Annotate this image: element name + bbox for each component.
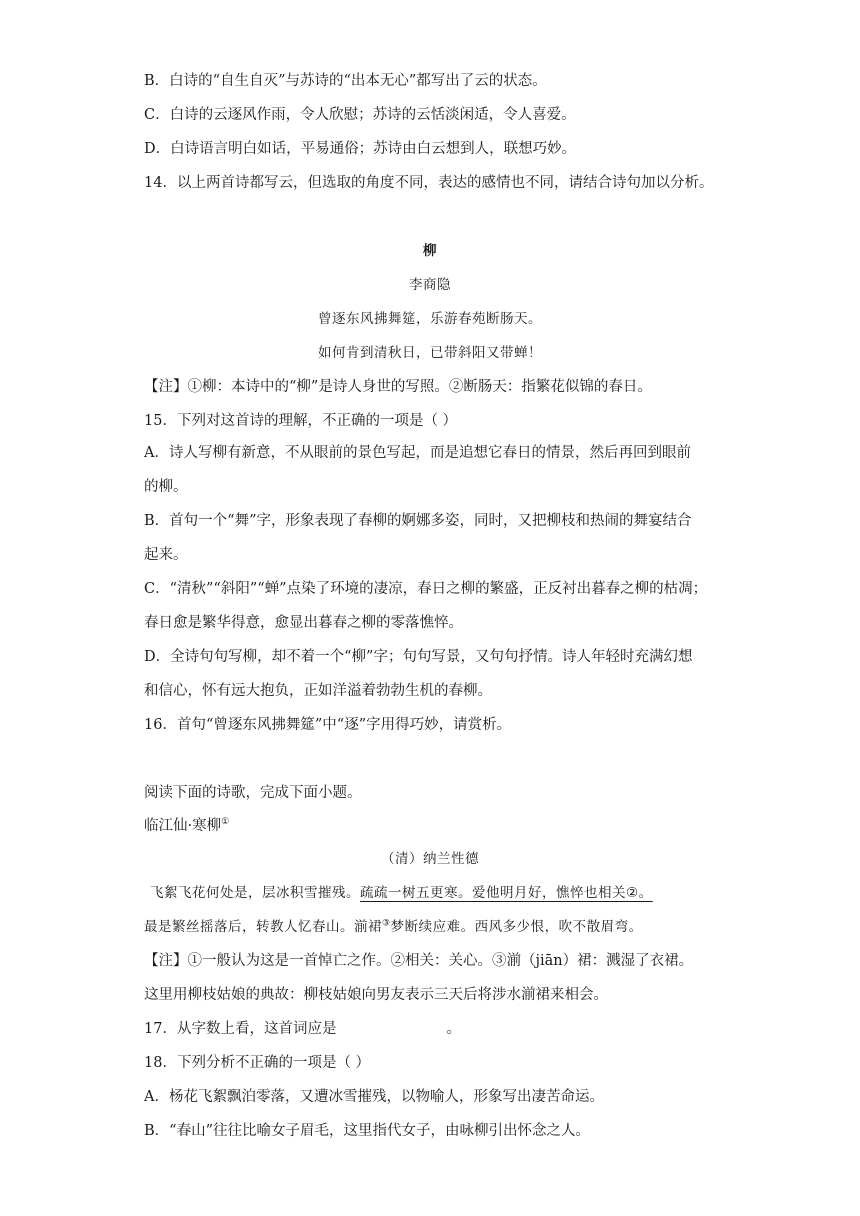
question-15: 15．下列对这首诗的理解，不正确的一项是（ ） — [144, 413, 458, 429]
question-17 — [144, 1018, 461, 1040]
poem2-line-2-note-mark: ③ — [382, 918, 391, 929]
q15-option-b-line1: B．首句一个“舞”字，形象表现了春柳的婀娜多姿，同时，又把柳枝和热闹的舞宴结合 — [144, 513, 692, 529]
poem2-author: （清）纳兰性德 — [381, 851, 479, 867]
poem2-title-text: 临江仙·寒柳 — [144, 818, 222, 834]
poem2-line-1 — [150, 882, 653, 904]
q15-option-b-line2: 起来。 — [144, 547, 188, 563]
q17-end: 。 — [446, 1021, 461, 1037]
poem2-note-1: 【注】①一般认为这是一首悼亡之作。②相关：关心。③湔（jiān）裙：溅湿了衣裙。 — [144, 953, 694, 969]
poem2-line-2 — [144, 916, 643, 938]
poem2-note-2: 这里用柳枝姑娘的典故：柳枝姑娘向男友表示三天后将涉水湔裙来相会。 — [144, 987, 608, 1003]
q15-option-c-line1: C．“清秋”“斜阳”“蝉”点染了环境的凄凉，春日之柳的繁盛，正反衬出暮春之柳的枯凋； — [144, 581, 708, 597]
poem2-line-2-b: 梦断续应难。西风多少恨，吹不散眉弯。 — [390, 919, 643, 935]
q18-option-b: B．“春山”往往比喻女子眉毛，这里指代女子，由咏柳引出怀念之人。 — [144, 1123, 590, 1139]
q13-option-d: D．白诗语言明白如话，平易通俗；苏诗由白云想到人，联想巧妙。 — [144, 141, 577, 157]
q15-option-a-line1: A．诗人写柳有新意，不从眼前的景色写起，而是追想它春日的情景，然后再回到眼前 — [144, 445, 691, 461]
poem2-line-2-a: 最是繁丝摇落后，转教人忆春山。湔裙 — [144, 919, 382, 935]
question-18: 18．下列分析不正确的一项是（ ） — [144, 1055, 371, 1071]
poem2-title — [144, 815, 229, 837]
q15-option-d-line1: D．全诗句句写柳，却不着一个“柳”字；句句写景，又句句抒情。诗人年轻时充满幻想 — [144, 649, 693, 665]
poem2-line-1-plain: 飞絮飞花何处是，层冰积雪摧残。 — [150, 885, 360, 901]
poem1-title: 柳 — [423, 243, 437, 259]
question-16: 16．首句“曾逐东风拂舞筵”中“逐”字用得巧妙，请赏析。 — [144, 717, 512, 733]
q15-option-a-line2: 的柳。 — [144, 479, 188, 495]
q13-option-c: C．白诗的云逐风作雨，令人欣慰；苏诗的云恬淡闲适，令人喜爱。 — [144, 107, 576, 123]
question-14: 14．以上两首诗都写云，但选取的角度不同，表达的感情也不同，请结合诗句加以分析。 — [144, 175, 714, 191]
q17-stem: 17．从字数上看，这首词应是 — [144, 1021, 337, 1037]
q18-option-a: A．杨花飞絮飘泊零落，又遭冰雪摧残，以物喻人，形象写出凄苦命运。 — [144, 1089, 604, 1105]
poem1-author: 李商隐 — [409, 277, 451, 293]
q15-option-c-line2: 春日愈是繁华得意，愈显出暮春之柳的零落憔悴。 — [144, 615, 463, 631]
q15-option-d-line2: 和信心，怀有远大抱负，正如洋溢着勃勃生机的春柳。 — [144, 683, 492, 699]
poem2-title-note-mark: ① — [221, 817, 230, 828]
poem2-line-1-underlined: 疏疏一树五更寒。爱他明月好，憔悴也相关②。 — [360, 885, 653, 901]
section2-intro: 阅读下面的诗歌，完成下面小题。 — [144, 785, 362, 801]
poem1-line-2: 如何肯到清秋日，已带斜阳又带蝉！ — [318, 345, 542, 361]
poem1-line-1: 曾逐东风拂舞筵，乐游春苑断肠天。 — [318, 311, 542, 327]
q13-option-b: B．白诗的“自生自灭”与苏诗的“出本无心”都写出了云的状态。 — [144, 73, 547, 89]
poem1-note: 【注】①柳：本诗中的“柳”是诗人身世的写照。②断肠天：指繁花似锦的春日。 — [144, 379, 652, 395]
